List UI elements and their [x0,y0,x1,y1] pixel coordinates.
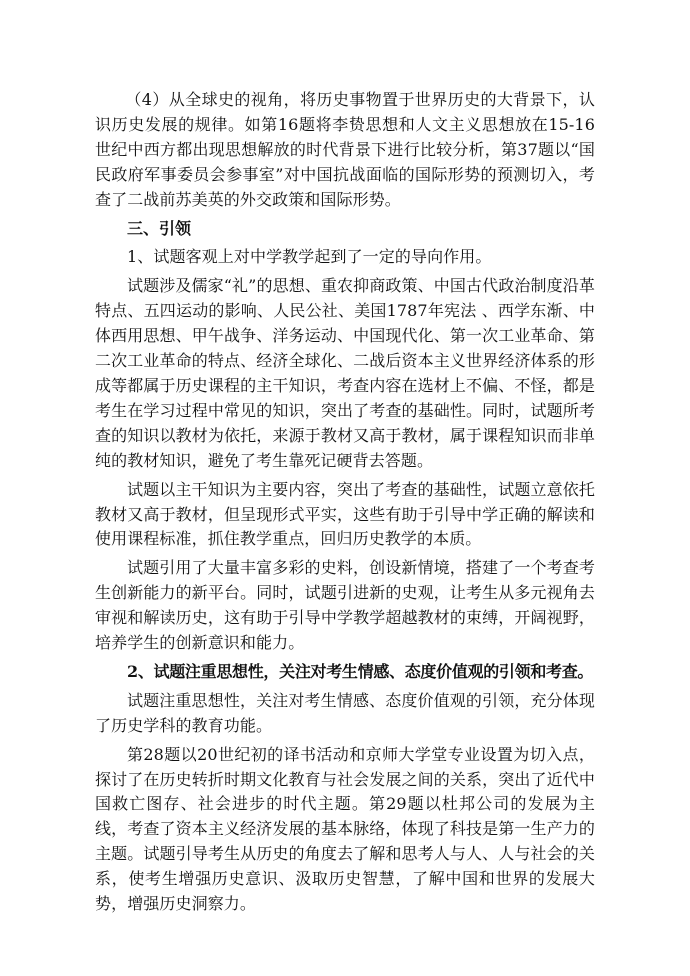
subheading-point-2: 2、试题注重思想性，关注对考生情感、态度价值观的引领和考查。 [127,661,594,681]
paragraph-point-1: 1、试题客观上对中学教学起到了一定的导向作用。 [127,247,492,267]
paragraph-textbook-reliance: 试题以主干知识为主要内容，突出了考查的基础性，试题立意依托教材又高于教材，但呈现形式平实，这些有助于引导中学正确的解读和使用课程标准，抓住教学重点，回归历史教学的本质。 [95,479,595,549]
paragraph-core-knowledge: 试题涉及儒家“礼”的思想、重农抑商政策、中国古代政治制度沿革特点、五四运动的影响、人民公社、美国1787年宪法 、西学东渐、中体西用思想、甲午战争、洋务运动、中国现代化、第一次工业革命、第二次工业革命的特点、经济全球化、二战后资本主义世界经济体系的形成等都属于历史课程的主干知识，考查内容在选材上不偏、不怪，都是考生在学习过程中常见的知识，突出了考查的基础性。同时，试题所考查的知识以教材为依托，来源于教材又高于教材，属于课程知识而非单纯的教材知识，避免了考生靠死记硬背去答题。 [95,276,595,470]
paragraph-ideological: 试题注重思想性，关注对考生情感、态度价值观的引领，充分体现了历史学科的教育功能。 [95,690,595,735]
paragraph-global-history: （4）从全球史的视角，将历史事物置于世界历史的大背景下，认识历史发展的规律。如第16题将李贽思想和人文主义思想放在15-16世纪中西方都出现思想解放的时代背景下进行比较分析，第37题以“国民政府军事委员会参事室”对中国抗战面临的国际形势的预测切入，考查了二战前苏美英的外交政策和国际形势。 [95,90,595,209]
paragraph-new-platform: 试题引用了大量丰富多彩的史料，创设新情境，搭建了一个考查考生创新能力的新平台。同时，试题引进新的史观，让考生从多元视角去审视和解读历史，这有助于引导中学教学超越教材的束缚，开阔视野，培养学生的创新意识和能力。 [95,558,595,653]
document-body [95,88,595,917]
paragraph-question-28-29: 第28题以20世纪初的译书活动和京师大学堂专业设置为切入点，探讨了在历史转折时期文化教育与社会发展之间的关系，突出了近代中国救亡图存、社会进步的时代主题。第29题以杜邦公司的发展为主线，考查了资本主义经济发展的基本脉络，体现了科技是第一生产力的主题。试题引导考生从历史的角度去了解和思考人与人、人与社会的关系，使考生增强历史意识、汲取历史智慧，了解中国和世界的发展大势，增强历史洞察力。 [95,744,595,914]
section-heading-guidance: 三、引领 [127,218,192,238]
